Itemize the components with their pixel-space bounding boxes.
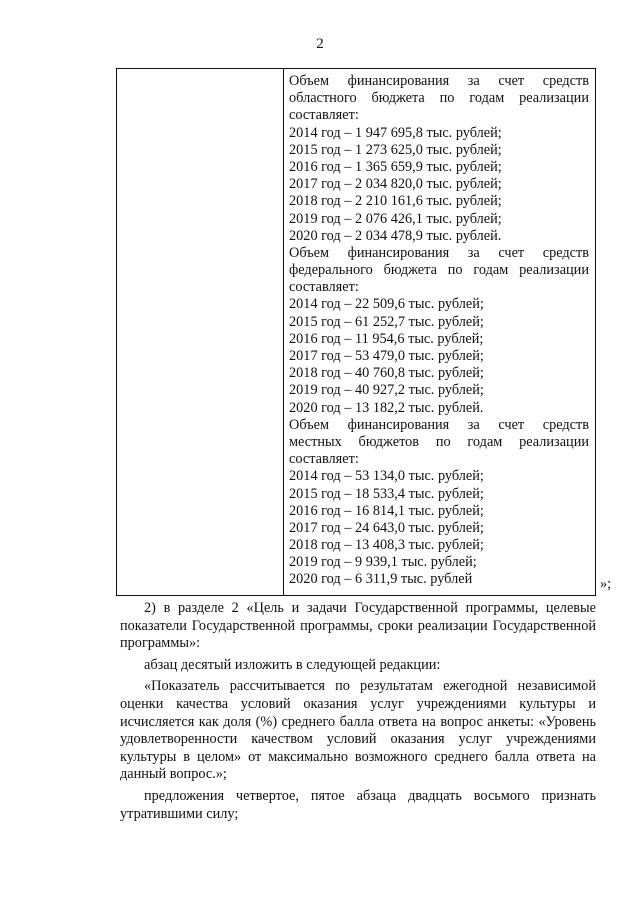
local-year-line: 2016 год – 16 814,1 тыс. рублей; bbox=[289, 502, 484, 519]
local-year-line: 2017 год – 24 643,0 тыс. рублей; bbox=[289, 519, 484, 536]
funding-table bbox=[116, 68, 596, 596]
local-year-line: 2018 год – 13 408,3 тыс. рублей; bbox=[289, 537, 484, 554]
table-column-divider bbox=[283, 69, 284, 595]
regional-year-line: 2018 год – 2 210 161,6 тыс. рублей; bbox=[289, 193, 502, 210]
federal-year-line: 2019 год – 40 927,2 тыс. рублей; bbox=[289, 382, 484, 399]
closing-quote-mark: »; bbox=[600, 576, 612, 592]
page-number: 2 bbox=[316, 36, 324, 52]
amendment-text bbox=[120, 600, 596, 823]
paragraph-line: предложения четвертое, пятое абзаца двадцать восьмого признать bbox=[144, 787, 596, 804]
paragraph-line: программы»: bbox=[120, 635, 201, 652]
regional-year-line: 2016 год – 1 365 659,9 тыс. рублей; bbox=[289, 158, 502, 175]
federal-year-line: 2018 год – 40 760,8 тыс. рублей; bbox=[289, 365, 484, 382]
local-heading-line: Объем финансирования за счет средств bbox=[289, 416, 589, 433]
federal-year-line: 2017 год – 53 479,0 тыс. рублей; bbox=[289, 348, 484, 364]
federal-heading-line: федерального бюджета по годам реализации bbox=[289, 262, 589, 279]
federal-heading-line: Объем финансирования за счет средств bbox=[289, 244, 589, 261]
paragraph-line: исчисляется как доля (%) среднего балла ответа на вопрос анкеты: «Уровень bbox=[120, 713, 596, 730]
regional-heading-line: Объем финансирования за счет средств bbox=[289, 73, 589, 89]
paragraph-line: оценки качества условий оказания услуг учреждениями культуры и bbox=[120, 695, 596, 712]
paragraph-line: данный вопрос.»; bbox=[120, 766, 227, 783]
local-year-line: 2019 год – 9 939,1 тыс. рублей; bbox=[289, 554, 477, 571]
regional-year-line: 2020 год – 2 034 478,9 тыс. рублей. bbox=[289, 227, 502, 244]
paragraph-line: абзац десятый изложить в следующей редакции: bbox=[144, 656, 441, 673]
federal-year-line: 2015 год – 61 252,7 тыс. рублей; bbox=[289, 313, 484, 330]
paragraph-line: удовлетворенности качеством условий оказания услуг учреждениями bbox=[120, 731, 596, 748]
local-heading-line: составляет: bbox=[289, 451, 359, 468]
paragraph-line: показатели Государственной программы, сроки реализации Государственной bbox=[120, 617, 596, 634]
regional-year-line: 2017 год – 2 034 820,0 тыс. рублей; bbox=[289, 176, 502, 193]
regional-heading-line: составляет: bbox=[289, 107, 359, 124]
local-heading-line: местных бюджетов по годам реализации bbox=[289, 433, 589, 450]
paragraph-line: «Показатель рассчитывается по результатам ежегодной независимой bbox=[144, 678, 596, 695]
federal-heading-line: составляет: bbox=[289, 279, 359, 296]
federal-year-line: 2020 год – 13 182,2 тыс. рублей. bbox=[289, 399, 484, 416]
paragraph-line: утратившими силу; bbox=[120, 805, 239, 822]
regional-year-line: 2019 год – 2 076 426,1 тыс. рублей; bbox=[289, 210, 502, 227]
local-year-line: 2014 год – 53 134,0 тыс. рублей; bbox=[289, 468, 484, 485]
federal-year-line: 2014 год – 22 509,6 тыс. рублей; bbox=[289, 296, 484, 313]
local-year-line: 2020 год – 6 311,9 тыс. рублей bbox=[289, 571, 473, 588]
regional-year-line: 2015 год – 1 273 625,0 тыс. рублей; bbox=[289, 141, 502, 158]
paragraph-line: культуры в целом» от максимально возможного среднего балла ответа на bbox=[120, 748, 596, 765]
regional-heading-line: областного бюджета по годам реализации bbox=[289, 90, 589, 107]
regional-year-line: 2014 год – 1 947 695,8 тыс. рублей; bbox=[289, 124, 502, 141]
paragraph-line: 2) в разделе 2 «Цель и задачи Государственной программы, целевые bbox=[144, 600, 596, 616]
funding-cell bbox=[289, 73, 589, 589]
federal-year-line: 2016 год – 11 954,6 тыс. рублей; bbox=[289, 330, 484, 347]
local-year-line: 2015 год – 18 533,4 тыс. рублей; bbox=[289, 485, 484, 502]
